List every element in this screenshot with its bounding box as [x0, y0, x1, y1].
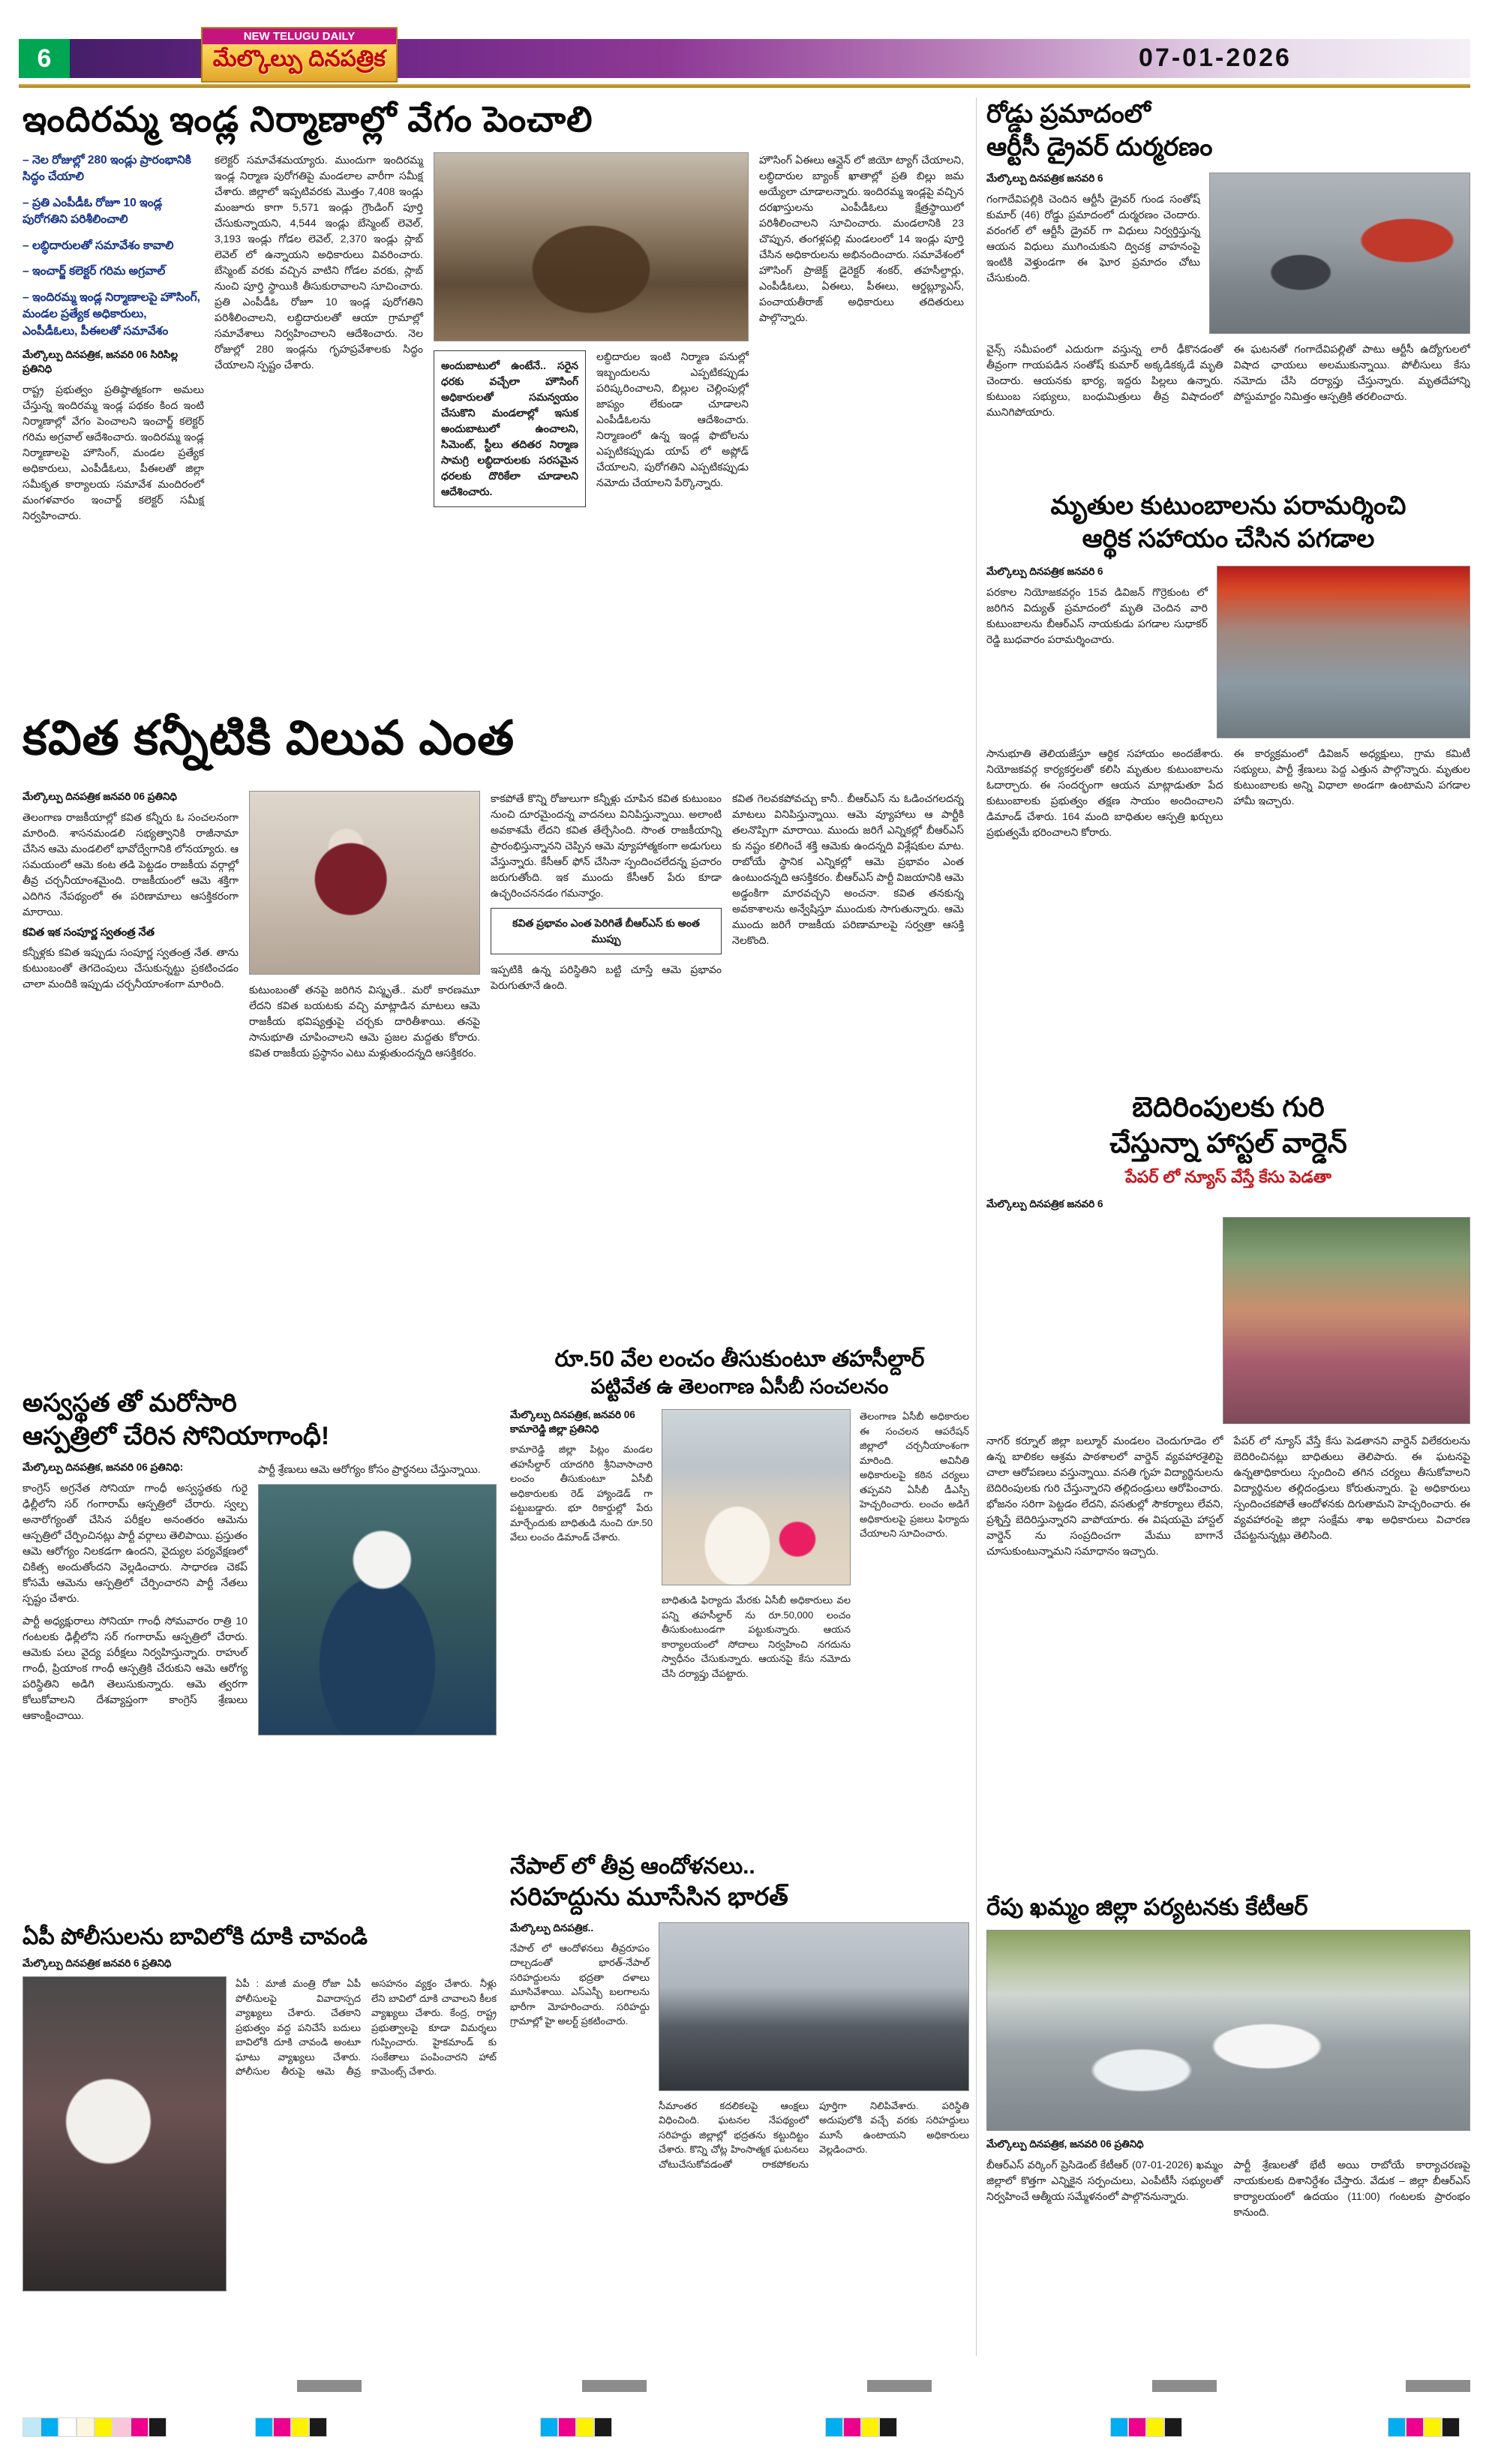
body-text: ఈ కార్యక్రమంలో డివిజన్ అధ్యక్షులు, గ్రామ కమిటీ సభ్యులు, పార్టీ శ్రేణులు పెద్ద ఎత్తున పాల్గొన్నారు. మృతుల కుటుంబాలకు అన్ని విధాలా అండగా ఉంటామని పగడాల హామీ ఇచ్చారు.	[1233, 747, 1470, 807]
bullet-item: – ఇందిరమ్మ ఇండ్ల నిర్మాణాలపై హౌసింగ్, మండల ప్రత్యేక అధికారులు, ఎంపీడీఓలు, పీఈలతో సమావేశం	[23, 290, 204, 340]
article-hostel-headline-line1: బెదిరింపులకు గురి	[1132, 1092, 1325, 1122]
body-text: తెలంగాణ ఏసీబీ అధికారుల ఈ సంచలన ఆపరేషన్ జిల్లాలో చర్చనీయాంశంగా మారింది. అవినీతి అధికారులపై కఠిన చర్యలు తప్పవని ఏసీబీ డీఎస్పీ హెచ్చరించారు. లంచం అడిగే అధికారులపై ప్రజలు ఫిర్యాదు చేయాలని సూచించారు.	[860, 1411, 969, 1540]
color-swatch	[558, 2417, 576, 2437]
photo-sonia-gandhi	[258, 1484, 497, 1735]
calibration-grey-bar	[297, 2380, 362, 2392]
article-acb-byline: మేల్కొల్పు దినపత్రిక, జనవరి 06 కామారెడ్డి జిల్లా ప్రతినిధి	[510, 1409, 635, 1435]
boxed-quote: కవిత ప్రభావం ఎంత పెరిగితే బీఆర్ఎస్ కు అంత ముప్పు	[491, 908, 722, 954]
article-roja	[23, 1922, 497, 2356]
color-swatch	[95, 2417, 113, 2437]
calibration-color-cluster	[540, 2417, 612, 2437]
body-text: వైన్స్ సమీపంలో ఎదురుగా వస్తున్న లారీ ఢీకొనడంతో తీవ్రంగా గాయపడిన సంతోష్ కుమార్ అక్కడికక్కడే మృతి చెందారు. ఆయనకు భార్య, ఇద్దరు పిల్లలు ఉన్నారు. కుటుంబ సభ్యులు, బంధుమిత్రులు తీవ్ర విషాదంలో మునిగిపోయారు.	[986, 343, 1223, 419]
bullet-item: – ఇంచార్జ్ కలెక్టర్ గరిమ అగ్రవాల్	[23, 263, 204, 280]
body-text: పేపర్ లో న్యూస్ వేస్తే కేసు పెడతానని వార్డెన్ విలేకరులను బెదిరించినట్లు బాధితులు తెలిపారు. ఈ ఘటనపై ఉన్నతాధికారులు స్పందించి తగిన చర్యలు తీసుకోవాలని విద్యార్థినుల తల్లిదండ్రులు కోరుతున్నారు. పై అధికారులు స్పందించకపోతే ఆందోళనకు దిగుతామని హెచ్చరించారు. ఈ వ్యవహారంపై జిల్లా సంక్షేమ శాఖ అధికారులు విచారణ చేపట్టనున్నట్లు తెలిసింది.	[1233, 1435, 1470, 1542]
color-swatch	[843, 2417, 861, 2437]
calibration-color-cluster	[825, 2417, 897, 2437]
body-text: కలెక్టర్ సమావేశమయ్యారు. ముందుగా ఇందిరమ్మ ఇండ్ల నిర్మాణ పురోగతిపై మండలాల వారీగా సమీక్ష చేశారు. జిల్లాలో ఇప్పటివరకు మొత్తం 7,408 ఇండ్లు మంజూరు కాగా 5,571 ఇండ్లు గ్రౌండింగ్ పూర్తి చేసుకున్నాయని, 4,544 ఇండ్లు బేస్మెంట్ లెవెల్, 3,193 ఇండ్లు గోడల లెవెల్, 2,370 ఇండ్లు స్లాబ్ లెవెల్ లో ఉన్నాయని అధికారులు వివరించారు. బేస్మెంట్ వరకు వచ్చిన వాటిని గోడల వరకు, స్లాబ్ నుంచి పూర్తి స్థాయికి తీసుకురావాలని సూచించారు. ప్రతి ఎంపీడీఓ రోజూ 10 ఇండ్ల పురోగతిని పరిశీలించాలని, లబ్ధిదారులతో ఆయా గ్రామాల్లో సమావేశాలు నిర్వహించాలని ఆదేశించారు. నెల రోజుల్లో 280 ఇండ్లను గృహప్రవేశాలకు సిద్ధం చేయాలని స్పష్టం చేశారు.	[215, 153, 423, 371]
body-text: కన్నీళ్లకు కవిత ఇప్పుడు సంపూర్ణ స్వతంత్ర నేత. తాను కుటుంబంతో తెగదెంపులు చేసుకున్నట్టు ప్రకటించడం చాలా మందికి ఇప్పుడు చర్చనీయాంశంగా మారింది.	[23, 946, 239, 990]
body-text: రాష్ట్ర ప్రభుత్వం ప్రతిష్ఠాత్మకంగా అమలు చేస్తున్న ఇందిరమ్మ ఇండ్ల పథకం కింద ఇంటి నిర్మాణాల్లో వేగం పెంచాలని ఇంచార్జ్ కలెక్టర్ గరిమ అగ్రవాల్ ఆదేశించారు. ఇందిరమ్మ ఇండ్ల నిర్మాణాలపై హౌసింగ్, మండల ప్రత్యేక అధికారులు, ఎంపీడీఓలు, పీఈలతో జిల్లా సమీకృత కార్యాలయ సమావేశ మందిరంలో మంగళవారం ఇంచార్జ్ కలెక్టర్ సమీక్ష నిర్వహించారు.	[23, 383, 204, 521]
article-kavitha	[23, 711, 964, 1372]
body-text: పార్టీ శ్రేణులతో భేటీ అయి రాబోయే కార్యాచరణపై నాయకులకు దిశానిర్దేశం చేస్తారు. వేడుక – జిల్లా బీఆర్ఎస్ కార్యాలయంలో ఉదయం (11:00) గంటలకు ప్రారంభం కానుంది.	[1233, 2159, 1470, 2219]
article-ktr-byline: మేల్కొల్పు దినపత్రిక, జనవరి 06 ప్రతినిధి	[986, 2138, 1144, 2150]
calibration-color-cluster	[255, 2417, 327, 2437]
article-rtc-headline-line1: రోడ్డు ప్రమాదంలో	[986, 100, 1151, 128]
article-ktr	[986, 1892, 1470, 2356]
color-swatch	[131, 2417, 149, 2437]
calibration-color-cluster	[23, 2417, 167, 2437]
photo-hostel-parents-group	[1223, 1217, 1470, 1424]
body-text: బాధితుడి ఫిర్యాదు మేరకు ఏసీబీ అధికారులు వల పన్ని తహసీల్దార్ ను రూ.50,000 లంచం తీసుకుంటుండగా పట్టుకున్నారు. ఆయన కార్యాలయంలో సోదాలు నిర్వహించి నగదును స్వాధీనం చేసుకున్నారు. ఆయనపై కేసు నమోదు చేసి దర్యాప్తు చేపట్టారు.	[662, 1594, 851, 1679]
color-swatch	[1128, 2417, 1146, 2437]
article-acb-headline-line1: రూ.50 వేల లంచం తీసుకుంటూ తహసీల్దార్	[554, 1347, 925, 1372]
body-text: నాగర్ కర్నూల్ జిల్లా బల్మూర్ మండలం చెందుగూడెం లో ఉన్న బాలికల ఆశ్రమ పాఠశాలలో వార్డెన్ వ్యవహారశైలిపై చాలా ఆరోపణలు వస్తున్నాయి. వసతి గృహ విద్యార్థినులను బెదిరింపులకు గురి చేస్తున్నారని తల్లిదండ్రులు ఆరోపించారు. భోజనం సరిగా పెట్టడం లేదని, వసతుల్లో సౌకర్యాలు లేవని, ప్రశ్నిస్తే బెదిరిస్తున్నారని వాపోయారు. ఈ విషయమై హాస్టల్ వార్డెన్ ను సంప్రదించగా మేము బాగానే చూసుకుంటున్నామని సమాధానం ఇచ్చారు.	[986, 1435, 1223, 1558]
body-text: గంగాదేవిపల్లికి చెందిన ఆర్టీసీ డ్రైవర్ గుండ సంతోష్ కుమార్ (46) రోడ్డు ప్రమాదంలో దుర్మరణం చెందారు. వరంగల్ లో ఆర్టీసీ డ్రైవర్ గా విధులు నిర్వర్తిస్తున్న ఆయన విధులు ముగించుకుని ద్విచక్ర వాహనంపై ఇంటికి వెళ్తుండగా ఈ ఘోర ప్రమాదం చోటు చేసుకుంది.	[986, 193, 1200, 284]
photo-border-security-forces	[659, 1922, 969, 2091]
color-swatch	[1442, 2417, 1460, 2437]
photo-ktr-convoy	[986, 1930, 1470, 2131]
calibration-grey-bar	[1406, 2380, 1470, 2392]
calibration-grey-bar	[867, 2380, 932, 2392]
article-roja-byline: మేల్కొల్పు దినపత్రిక జనవరి 6 ప్రతినిధి	[23, 1958, 172, 1969]
article-sonia-headline-line2: ఆస్పత్రిలో చేరిన సోనియాగాంధీ!	[23, 1422, 330, 1451]
article-pagadala-headline-line1: మృతుల కుటుంబాలను పరామర్శించి	[1050, 491, 1406, 520]
color-swatch	[1424, 2417, 1442, 2437]
edition-date: 07-01-2026	[1139, 44, 1292, 72]
article-pagadala-headline-line2: ఆర్థిక సహాయం చేసిన పగడాల	[1082, 524, 1375, 554]
color-swatch	[23, 2417, 41, 2437]
photo-condolence-visit	[1217, 566, 1470, 738]
photo-accident-scene	[1209, 173, 1470, 334]
photo-acb-seizure	[662, 1409, 851, 1585]
calibration-color-cluster	[1388, 2417, 1460, 2437]
body-text: ఇప్పటికి ఉన్న పరిస్థితిని బట్టి చూస్తే ఆమె ప్రభావం పెరుగుతూనే ఉంది.	[491, 963, 722, 991]
bullet-item: – నెల రోజుల్లో 280 ఇండ్లు ప్రారంభానికి సిద్ధం చేయాలి	[23, 152, 204, 186]
article-ktr-headline: రేపు ఖమ్మం జిల్లా పర్యటనకు కేటీఆర్	[986, 1894, 1308, 1920]
article-acb	[510, 1345, 969, 1844]
article-roja-headline: ఏపీ పోలీసులను బావిలోకి దూకి చావండి	[23, 1925, 368, 1949]
masthead-tagline: NEW TELUGU DAILY	[203, 29, 396, 44]
article-nepal	[510, 1852, 969, 2356]
body-text: కవిత గెలవకపోవచ్చు కానీ.. బీఆర్ఎస్ ను ఓడించగలదన్న మాటలు వినిపిస్తున్నాయి. ఆమె వ్యూహాలు ఆ పార్టీకి తలనొప్పిగా మారాయి. ముందు జరిగే ఎన్నికల్లో బీఆర్ఎస్ కు నష్టం కలిగించే శక్తి ఆమెకు ఉందన్నది విశ్లేషకుల మాట. రాబోయే స్థానిక ఎన్నికల్లో ఆమె ప్రభావం ఎంత ఉంటుందన్నది ఆసక్తికరం. బీఆర్ఎస్ పార్టీ విజయానికి ఆమె అడ్డంకిగా మారవచ్చని అంచనా. కవిత తనకున్న అవకాశాలను అన్వేషిస్తూ ముందుకు సాగుతున్నారు. ఆమె ముందు జరిగే రాజకీయ పరిణామాలపై సర్వత్రా ఆసక్తి నెలకొంది.	[732, 792, 964, 946]
photo-roja-speaking	[23, 1976, 227, 2291]
color-swatch	[1146, 2417, 1164, 2437]
article-rtc-driver	[986, 98, 1470, 482]
color-swatch	[273, 2417, 291, 2437]
article-sonia-headline-line1: అస్వస్థత తో మరోసారి	[23, 1389, 237, 1417]
article-rtc-headline-line2: ఆర్టీసీ డ్రైవర్ దుర్మరణం	[986, 133, 1213, 162]
color-swatch	[1110, 2417, 1128, 2437]
photo-collector-review-meeting	[434, 152, 749, 341]
color-swatch	[1406, 2417, 1424, 2437]
color-swatch	[77, 2417, 95, 2437]
bullet-item: – ప్రతి ఎంపీడీఓ రోజూ 10 ఇండ్ల పురోగతిని పరిశీలించాలి	[23, 195, 204, 229]
article-nepal-byline: మేల్కొల్పు దినపత్రిక..	[510, 1922, 594, 1934]
color-swatch	[1164, 2417, 1182, 2437]
body-text: ఏపీ : మాజీ మంత్రి రోజా ఏపీ పోలీసులపై వివాదాస్పద వ్యాఖ్యలు చేశారు. చేతకాని ప్రభుత్వం వద్ద పనిచేసే బదులు బావిలోకి దూకి చావండి అంటూ ఘాటు వ్యాఖ్యలు చేశారు. పోలీసుల తీరుపై ఆమె తీవ్ర అసహనం వ్యక్తం చేశారు. నీళ్లు లేని బావిలో దూకి చావాలని కీలక వ్యాఖ్యలు చేశారు. కేంద్ర, రాష్ట్ర ప్రభుత్వాలపై కూడా విమర్శలు గుప్పించారు. హైకమాండ్ కు సంకేతాలు పంపించారని హాట్ కామెంట్స్ చేశారు.	[236, 1978, 497, 2077]
body-text: తెలంగాణ రాజకీయాల్లో కవిత కన్నీరు ఓ సంచలనంగా మారింది. శాసనమండలి సభ్యత్వానికి రాజీనామా చేసిన ఆమె మండలిలో భావోద్వేగానికి లోనయ్యారు. ఆ సమయంలో ఆమె కంట తడి పెట్టడం రాజకీయ వర్గాల్లో తీవ్ర చర్చనీయాంశమైంది. రాజకీయంలో ఆమె శక్తిగా ఎదిగిన నేపథ్యంలో ఈ పరిణామాలు ఆసక్తికరంగా మారాయి.	[23, 811, 239, 918]
body-text: బీఆర్ఎస్ వర్కింగ్ ప్రెసిడెంట్ కేటీఆర్ (07-01-2026) ఖమ్మం జిల్లాలో కొత్తగా ఎన్నికైన సర్పంచులు, ఎంపీటీసీ సభ్యులతో నిర్వహించే ఆత్మీయ సమ్మేళనంలో పాల్గొననున్నారు.	[986, 2159, 1223, 2203]
masthead-logo	[201, 27, 398, 83]
calibration-grey-bar	[1152, 2380, 1217, 2392]
color-swatch	[149, 2417, 167, 2437]
color-swatch	[540, 2417, 558, 2437]
body-text: సీమాంతర కదలికలపై ఆంక్షలు విధించింది. ఘటనల నేపథ్యంలో సరిహద్దు జిల్లాల్లో భద్రతను కట్టుదిట్టం చేశారు. కొన్ని చోట్ల హింసాత్మక ఘటనలు చోటుచేసుకోవడంతో రాకపోకలను పూర్తిగా నిలిపివేశారు. పరిస్థితి అదుపులోకి వచ్చే వరకు సరిహద్దులు మూసే ఉంటాయని అధికారులు వెల్లడించారు.	[659, 2099, 969, 2170]
body-text: కామారెడ్డి జిల్లా పిట్లం మండల తహసీల్దార్ యాదగిరి శ్రీనివాసాచారి లంచం తీసుకుంటూ ఏసీబీ అధికారులకు రెడ్ హ్యాండెడ్ గా పట్టుబడ్డారు. భూ రికార్డుల్లో పేరు మార్చేందుకు బాధితుడి నుంచి రూ.50 వేలు లంచం డిమాండ్ చేశారు.	[510, 1444, 653, 1543]
article-sonia-byline: మేల్కొల్పు దినపత్రిక, జనవరి 06 ప్రతినిధి:	[23, 1462, 184, 1474]
article-kavitha-headline: కవిత కన్నీటికి విలువ ఎంత	[23, 712, 515, 765]
color-swatch	[291, 2417, 309, 2437]
article-indiramma-byline: మేల్కొల్పు దినపత్రిక, జనవరి 06 సిరిసిల్ల ప్రతినిధి	[23, 348, 179, 374]
article-hostel-headline-line2: చేస్తున్నా హాస్టల్ వార్డెన్	[1109, 1128, 1347, 1159]
page-number: 6	[37, 44, 52, 73]
color-swatch	[1388, 2417, 1406, 2437]
body-text: హౌసింగ్ ఏఈలు ఆన్లైన్ లో జియో ట్యాగ్ చేయాలని, లబ్ధిదారుల బ్యాంక్ ఖాతాల్లో ప్రతి బిల్లు జమ అయ్యేలా చూడాలన్నారు. ఇందిరమ్మ ఇండ్లపై వచ్చిన దరఖాస్తులను ఎంపీడీఓలు క్షేత్రస్థాయిలో పరిశీలించాలని సూచించారు. మండలానికి 23 చొప్పున, తంగళ్లపల్లి మండలంలో 14 ఇండ్లు పూర్తి చేసిన అధికారులను అభినందించారు. సమావేశంలో హౌసింగ్ ప్రాజెక్ట్ డైరెక్టర్ శంకర్, తహసీల్దార్లు, ఎంపీడీఓలు, ఏఈలు, పీఈలు, ఆర్డబ్ల్యూఎస్, పంచాయతీరాజ్ అధికారులు తదితరులు పాల్గొన్నారు.	[759, 153, 964, 323]
boxed-note: అందుబాటులో ఉంటేనే.. సరైన ధరకు వచ్చేలా హౌసింగ్ అధికారులతో సమన్వయం చేసుకొని మండలాల్లో ఇసుక అందుబాటులో ఉంచాలని, సిమెంట్, స్టీలు తదితర నిర్మాణ సామగ్రి లబ్ధిదారులకు సరసమైన ధరలకు దొరికేలా చూడాలని ఆదేశించారు.	[434, 350, 586, 507]
masthead-title: మేల్కొల్పు దినపత్రిక	[212, 47, 386, 71]
article-pagadala	[986, 489, 1470, 1083]
article-indiramma	[23, 98, 964, 704]
body-text: పార్టీ శ్రేణులు ఆమె ఆరోగ్యం కోసం ప్రార్థనలు చేస్తున్నాయి.	[258, 1463, 481, 1476]
body-text: కాంగ్రెస్ అగ్రనేత సోనియా గాంధీ అస్వస్థతకు గురై ఢిల్లీలోని సర్ గంగారామ్ ఆస్పత్రిలో చేరారు. స్వల్ప అనారోగ్యంతో చేసిన పరీక్షల అనంతరం ఆమెను ఆస్పత్రిలో చేర్పించినట్లు పార్టీ వర్గాలు తెలిపాయి. ప్రస్తుతం ఆమె ఆరోగ్యం నిలకడగా ఉందని, వైద్యుల పర్యవేక్షణలో చికిత్స అందుతోందని వెల్లడించారు. సాధారణ చెకప్ కోసమే ఆమెను ఆస్పత్రిలో చేర్పించారని పార్టీ నేతలు స్పష్టం చేశారు.	[23, 1482, 248, 1605]
color-swatch	[576, 2417, 594, 2437]
article-pagadala-byline: మేల్కొల్పు దినపత్రిక జనవరి 6	[986, 566, 1103, 578]
body-text: కుటుంబంతో తనపై జరిగిన విస్మృతే.. మరో కారణమూ లేదని కవిత బయటకు వచ్చి మాట్లాడిన మాటలు ఆమె రాజకీయ భవిష్యత్తుపై చర్చకు దారితీశాయి. తనపై సానుభూతి చూపించాలని ఆమె ప్రజల మద్దతు కోరారు. కవిత రాజకీయ ప్రస్థానం ఎటు మళ్లుతుందన్నది ఆసక్తికరం.	[249, 984, 480, 1059]
article-rtc-byline: మేల్కొల్పు దినపత్రిక జనవరి 6	[986, 173, 1103, 185]
body-text: పరకాల నియోజకవర్గం 15వ డివిజన్ గొర్రెకుంట లో జరిగిన విద్యుత్ ప్రమాదంలో మృతి చెందిన వారి కుటుంబాలను బీఆర్ఎస్ నాయకుడు పగడాల సుధాకర్ రెడ్డి బుధవారం పరామర్శించారు.	[986, 586, 1208, 646]
article-hostel-warden	[986, 1089, 1470, 1867]
color-swatch	[59, 2417, 77, 2437]
article-hostel-byline: మేల్కొల్పు దినపత్రిక జనవరి 6	[986, 1198, 1103, 1210]
article-nepal-headline-line1: నేపాల్ లో తీవ్ర ఆందోళనలు..	[510, 1854, 755, 1879]
color-swatch	[309, 2417, 327, 2437]
color-swatch	[41, 2417, 59, 2437]
bullet-item: – లబ్ధిదారులతో సమావేశం కావాలి	[23, 238, 204, 254]
page-number-badge	[19, 39, 70, 78]
color-swatch	[861, 2417, 879, 2437]
color-swatch	[594, 2417, 612, 2437]
article-hostel-subhead: పేపర్ లో న్యూస్ వేస్తే కేసు పెడతా	[1125, 1167, 1331, 1187]
article-kavitha-byline: మేల్కొల్పు దినపత్రిక జనవరి 06 ప్రతినిధి	[23, 791, 177, 802]
body-text: ఈ ఘటనతో గంగాదేవిపల్లితో పాటు ఆర్టీసీ ఉద్యోగులలో విషాద ఛాయలు అలముకున్నాయి. పోలీసులు కేసు నమోదు చేసి దర్యాప్తు చేస్తున్నారు. మృతదేహాన్ని పోస్టుమార్టం నిమిత్తం ఆస్పత్రికి తరలించారు.	[1233, 343, 1470, 403]
body-text: నేపాల్ లో ఆందోళనలు తీవ్రరూపం దాల్చడంతో భారత్-నేపాల్ సరిహద్దులను భద్రతా దళాలు మూసివేశాయి. ఎస్ఎస్బీ బలగాలను భారీగా మోహరించారు. సరిహద్దు గ్రామాల్లో హై అలర్ట్ ప్రకటించారు.	[510, 1942, 650, 2027]
color-swatch	[879, 2417, 897, 2437]
body-text: సానుభూతి తెలియజేస్తూ ఆర్థిక సహాయం అందజేశారు. నియోజకవర్గ కార్యకర్తలతో కలిసి మృతుల కుటుంబాలను ఓదార్చారు. ఈ సందర్భంగా ఆయన మాట్లాడుతూ పేద కుటుంబాలకు ప్రభుత్వం తక్షణ సాయం అందించాలని డిమాండ్ చేశారు. 164 మంది బాధితుల ఆస్పత్రి ఖర్చులు ప్రభుత్వమే భరించాలని కోరారు.	[986, 747, 1223, 839]
calibration-grey-bar	[582, 2380, 647, 2392]
body-text: లబ్ధిదారుల ఇంటి నిర్మాణ పనుల్లో ఇబ్బందులను ఎప్పటికప్పుడు పరిష్కరించాలని, బిల్లుల చెల్లింపుల్లో జాప్యం లేకుండా చూడాలని ఎంపీడీఓలను ఆదేశించారు. నిర్మాణంలో ఉన్న ఇండ్ల ఫొటోలను ఎప్పటికప్పుడు యాప్ లో అప్లోడ్ చేయాలని, పురోగతిని ఎప్పటికప్పుడు నమోదు చేయాలని పేర్కొన్నారు.	[596, 350, 749, 488]
body-text: పార్టీ అధ్యక్షురాలు సోనియా గాంధీ సోమవారం రాత్రి 10 గంటలకు ఢిల్లీలోని సర్ గంగారామ్ ఆస్పత్రిలో చేరారు. ఆమెకు పలు వైద్య పరీక్షలు నిర్వహిస్తున్నారు. రాహుల్ గాంధీ, ప్రియాంక గాంధీ ఆస్పత్రికి చేరుకుని ఆమె ఆరోగ్య పరిస్థితిని అడిగి తెలుసుకున్నారు. ఆమె త్వరగా కోలుకోవాలని దేశవ్యాప్తంగా కాంగ్రెస్ శ్రేణులు ఆకాంక్షించాయి.	[23, 1615, 248, 1722]
column-divider	[976, 98, 977, 2356]
color-swatch	[255, 2417, 273, 2437]
bold-lead: కవిత ఇక సంపూర్ణ స్వతంత్ర నేత	[23, 927, 155, 939]
header-rule	[19, 84, 1470, 88]
color-swatch	[113, 2417, 131, 2437]
calibration-color-cluster	[1110, 2417, 1182, 2437]
article-nepal-headline-line2: సరిహద్దును మూసేసిన భారత్	[510, 1883, 788, 1910]
body-text: కాకపోతే కొన్ని రోజులుగా కన్నీళ్లు చూపిన కవిత కుటుంబం నుంచి దూరమైందన్న వాదనలు వినిపిస్తున్నాయి. అలాంటి అవకాశమే లేదని కవిత తేల్చేసింది. సొంత రాజకీయాన్ని ప్రారంభిస్తున్నానని చెప్పిన ఆమె వ్యూహాత్మకంగా అడుగులు వేస్తున్నారు. కేసీఆర్ ఫోన్ చేసినా స్పందించలేదన్న ప్రచారం జరుగుతోంది. ఇక ముందు కేసీఆర్ పేరు కూడా ఉచ్ఛరించననడం గమనార్హం.	[491, 792, 722, 899]
color-swatch	[825, 2417, 843, 2437]
article-sonia	[23, 1387, 497, 1912]
article-acb-headline-line2: పట్టివేత ఉ తెలంగాణ ఏసీబీ సంచలనం	[590, 1375, 889, 1398]
article-indiramma-bullets	[23, 152, 204, 530]
photo-kavitha-crying	[249, 791, 480, 975]
article-indiramma-headline: ఇందిరమ్మ ఇండ్ల నిర్మాణాల్లో వేగం పెంచాలి	[23, 99, 593, 139]
